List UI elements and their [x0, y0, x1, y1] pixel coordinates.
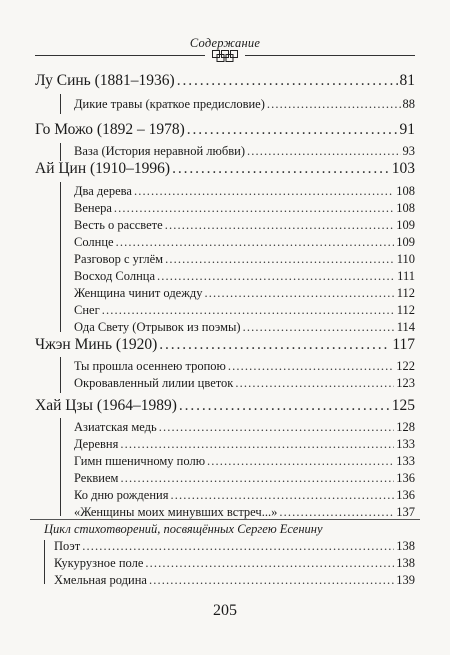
- toc-poem-entry: [74, 269, 415, 284]
- leader-dots: [120, 437, 394, 452]
- page-ref: 109: [396, 235, 415, 249]
- page-ref: 88: [402, 97, 415, 111]
- poem-title: Дикие травы (краткое предисловие): [74, 97, 265, 111]
- toc-poem-entry: [74, 184, 415, 199]
- leader-dots: [279, 505, 394, 520]
- toc-author-entry: [35, 336, 415, 354]
- page-ref: 103: [391, 160, 415, 177]
- toc-poem-entry: [74, 359, 415, 374]
- page-ref: 112: [396, 286, 415, 300]
- page-ref: 138: [396, 539, 415, 553]
- toc-poem-entry: [74, 252, 415, 267]
- page-ref: 138: [396, 556, 415, 570]
- poem-title: Ваза (История неравной любви): [74, 144, 245, 158]
- page-ref: 108: [396, 184, 415, 198]
- toc-poem-entry: [74, 505, 415, 520]
- leader-dots: [247, 144, 401, 159]
- poem-title: Хмельная родина: [54, 573, 147, 587]
- leader-dots: [145, 556, 394, 571]
- leader-dots: [114, 201, 394, 216]
- leader-dots: [165, 218, 395, 233]
- leader-dots: [157, 269, 395, 284]
- page-ref: 136: [396, 471, 415, 485]
- leader-dots: [179, 397, 390, 415]
- toc-poem-entry: [54, 573, 415, 588]
- page-number: 205: [213, 602, 237, 619]
- page-ref: 110: [396, 252, 415, 266]
- poem-title: Восход Солнца: [74, 269, 156, 283]
- leader-dots: [134, 184, 394, 199]
- page-ref: 81: [399, 72, 415, 89]
- page-ref: 112: [396, 303, 415, 317]
- cycle-title: Цикл стихотворений, посвящённых Сергею Есенину: [44, 522, 323, 536]
- poem-title: Разговор с углём: [74, 252, 164, 266]
- page-ref: 91: [399, 121, 415, 138]
- page-ref: 114: [396, 320, 415, 334]
- leader-dots: [267, 97, 401, 112]
- leader-dots: [235, 376, 394, 391]
- page-ref: 139: [396, 573, 415, 587]
- poem-title: Поэт: [54, 539, 81, 553]
- poem-title: Солнце: [74, 235, 114, 249]
- page-ref: 137: [396, 505, 415, 519]
- section-rule: [60, 182, 61, 332]
- leader-dots: [207, 454, 394, 469]
- page-ref: 133: [396, 454, 415, 468]
- poem-title: Кукурузное поле: [54, 556, 144, 570]
- page-ref: 93: [402, 144, 415, 158]
- toc-poem-entry: [74, 144, 415, 159]
- toc-poem-entry: [74, 303, 415, 318]
- author-name: Чжэн Минь (1920): [35, 336, 158, 353]
- author-name: Ай Цин (1910–1996): [35, 160, 171, 177]
- page-ref: 128: [396, 420, 415, 434]
- poem-title: Ко дню рождения: [74, 488, 169, 502]
- leader-dots: [170, 488, 394, 503]
- toc-poem-entry: [74, 420, 415, 435]
- toc-poem-entry: [74, 235, 415, 250]
- toc-poem-entry: [74, 286, 415, 301]
- leader-dots: [243, 320, 395, 335]
- toc-poem-entry: [74, 97, 415, 112]
- leader-dots: [82, 539, 394, 554]
- leader-dots: [204, 286, 394, 301]
- section-rule: [60, 94, 61, 114]
- leader-dots: [177, 72, 398, 90]
- toc-poem-entry: [74, 320, 415, 335]
- leader-dots: [172, 160, 390, 178]
- poem-title: «Женщины моих минувших встреч...»: [74, 505, 278, 519]
- poem-title: Гимн пшеничному полю: [74, 454, 206, 468]
- section-rule: [60, 357, 61, 393]
- toc-poem-entry: [74, 471, 415, 486]
- page-ref: 125: [391, 397, 415, 414]
- page-ref: 117: [392, 336, 415, 353]
- toc-poem-entry: [74, 488, 415, 503]
- toc-poem-entry: [74, 218, 415, 233]
- leader-dots: [149, 573, 394, 588]
- leader-dots: [159, 336, 390, 354]
- section-rule: [60, 143, 61, 161]
- poem-title: Ты прошла осеннею тропою: [74, 359, 226, 373]
- author-name: Го Можо (1892 – 1978): [35, 121, 185, 138]
- section-separator: [30, 519, 420, 520]
- toc-author-entry: [35, 121, 415, 139]
- page-ref: 123: [396, 376, 415, 390]
- poem-title: Весть о рассвете: [74, 218, 163, 232]
- leader-dots: [102, 303, 395, 318]
- leader-dots: [228, 359, 394, 374]
- toc-poem-entry: [74, 201, 415, 216]
- page-ref: 108: [396, 201, 415, 215]
- poem-title: Деревня: [74, 437, 119, 451]
- leader-dots: [165, 252, 395, 267]
- section-rule: [44, 540, 45, 584]
- section-rule: [60, 418, 61, 516]
- leader-dots: [187, 121, 398, 139]
- author-name: Хай Цзы (1964–1989): [35, 397, 177, 414]
- page-ref: 109: [396, 218, 415, 232]
- page-ref: 133: [396, 437, 415, 451]
- toc-author-entry: [35, 397, 415, 415]
- poem-title: Ода Свету (Отрывок из поэмы): [74, 320, 241, 334]
- leader-dots: [159, 420, 395, 435]
- page-ref: 122: [396, 359, 415, 373]
- toc-author-entry: [35, 160, 415, 178]
- poem-title: Окровавленный лилии цветок: [74, 376, 234, 390]
- toc-poem-entry: [54, 556, 415, 571]
- page-ref: 111: [397, 269, 415, 283]
- toc-author-entry: [35, 72, 415, 90]
- poem-title: Венера: [74, 201, 112, 215]
- toc-poem-entry: [54, 539, 415, 554]
- leader-dots: [120, 471, 394, 486]
- poem-title: Реквием: [74, 471, 119, 485]
- author-name: Лу Синь (1881–1936): [35, 72, 175, 89]
- page-title: Содержание: [189, 36, 261, 50]
- page-ref: 136: [396, 488, 415, 502]
- poem-title: Женщина чинит одежду: [74, 286, 203, 300]
- poem-title: Два дерева: [74, 184, 132, 198]
- leader-dots: [116, 235, 395, 250]
- toc-poem-entry: [74, 454, 415, 469]
- poem-title: Азиатская медь: [74, 420, 157, 434]
- poem-title: Снег: [74, 303, 100, 317]
- toc-poem-entry: [74, 376, 415, 391]
- toc-poem-entry: [74, 437, 415, 452]
